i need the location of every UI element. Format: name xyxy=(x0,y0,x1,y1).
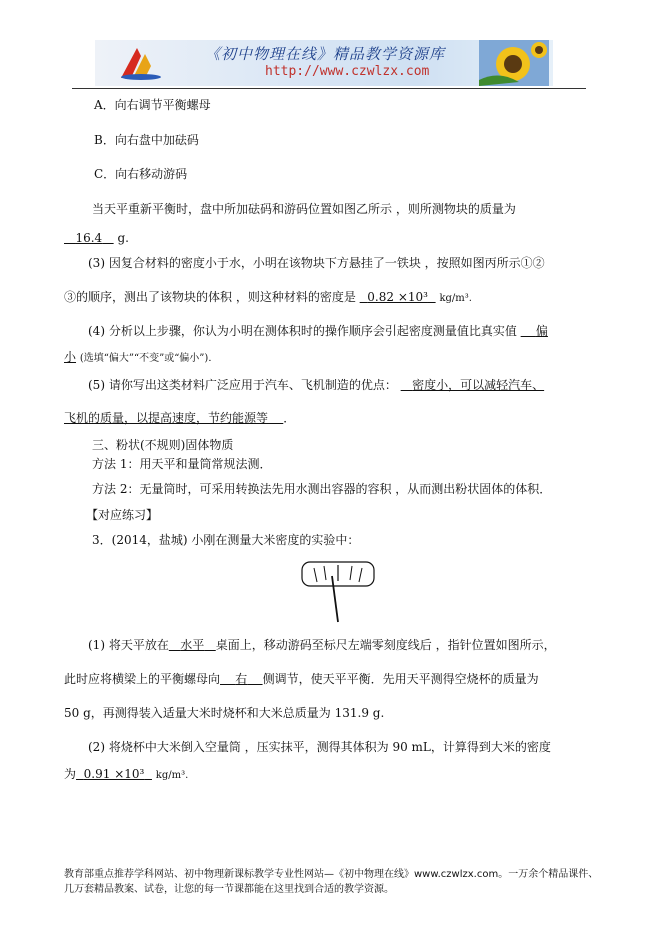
answer-advantage-part1: 密度小，可以减轻汽车、 xyxy=(412,378,545,392)
banner-title: 《初中物理在线》精品教学资源库 xyxy=(205,45,446,63)
section-3-heading: 三、粉状(不规则)固体物质 xyxy=(92,438,234,452)
answer-total-mass: 131.9 xyxy=(334,706,369,720)
banner-url[interactable]: http://www.czwlzx.com xyxy=(265,64,430,79)
answer-direction: 右 xyxy=(235,672,248,686)
question-3-part1-line3: 50 g，再测得装入适量大米时烧杯和大米总质量为 131.9 g. xyxy=(64,706,385,720)
answer-rice-density: 0.91 ×10³ xyxy=(83,767,145,781)
option-a: A．向右调节平衡螺母 xyxy=(94,98,211,112)
balance-pointer-diagram xyxy=(300,558,378,624)
header-banner xyxy=(95,40,553,86)
sunflower-icon xyxy=(479,40,549,86)
answer-bias-part1: 偏 xyxy=(535,324,548,338)
answer-advantage-part2: 飞机的质量，以提高速度，节约能源等 xyxy=(64,411,269,425)
unit-g: g. xyxy=(117,231,129,245)
question-3-part2-line2: 为 0.91 ×10³ kg/m³. xyxy=(64,767,189,781)
answer-surface: 水平 xyxy=(180,638,205,652)
question-3-part2-line1: (2) 将烧杯中大米倒入空量筒 ，压实抹平，测得其体积为 90 mL，计算得到大米的密度 xyxy=(88,740,551,754)
footer-line-2: 几万套精品教案、试卷，让您的每一节课都能在这里找到合适的教学资源。 xyxy=(64,884,394,895)
paragraph-4-line1: (4) 分析以上步骤，你认为小明在测体积时的操作顺序会引起密度测量值比真实值 偏 xyxy=(88,324,548,338)
paragraph-3-line2: ③的顺序，测出了该物块的体积 ，则这种材料的密度是 0.82 ×10³ kg/m³. xyxy=(64,290,472,304)
answer-density: 0.82 ×10³ xyxy=(367,290,428,304)
header-rule xyxy=(72,88,586,89)
question-3: 3．(2014，盐城) 小刚在测量大米密度的实验中： xyxy=(92,533,360,547)
paragraph-mass: 当天平重新平衡时，盘中所加砝码和游码位置如图乙所示 ，则所测物块的质量为 xyxy=(92,202,516,216)
method-2: 方法 2：无量筒时，可采用转换法先用水测出容器的容积 ，从而测出粉状固体的体积． xyxy=(92,482,552,496)
paragraph-4-line2: 小 (选填“偏大”“不变”或“偏小”)． xyxy=(64,350,219,364)
site-logo-icon xyxy=(117,44,163,82)
question-3-part1-line1: (1) 将天平放在 水平 桌面上，移动游码至标尺左端零刻度线后 ，指针位置如图所示， xyxy=(88,638,556,652)
answer-line-mass xyxy=(64,230,129,246)
method-1: 方法 1：用天平和量筒常规法测． xyxy=(92,457,272,471)
paragraph-5-line2: 飞机的质量，以提高速度，节约能源等 ． xyxy=(64,411,296,425)
option-c: C．向右移动游码 xyxy=(94,167,188,181)
question-3-part1-line2: 此时应将横梁上的平衡螺母向 右 侧调节，使天平平衡．先用天平测得空烧杯的质量为 xyxy=(64,672,539,686)
option-b: B．向右盘中加砝码 xyxy=(94,133,199,147)
footer-line-1: 教育部重点推荐学科网站、初中物理新课标教学专业性网站—《初中物理在线》www.czwlzx.com。一万余个精品课件、 xyxy=(64,869,599,880)
paragraph-3-line1: (3) 因复合材料的密度小于水，小明在该物块下方悬挂了一铁块 ，按照如图丙所示①② xyxy=(88,256,545,270)
practice-heading: 【对应练习】 xyxy=(86,508,159,522)
answer-mass: 16.4 xyxy=(75,231,103,245)
paragraph-5-line1: (5) 请你写出这类材料广泛应用于汽车、飞机制造的优点： 密度小，可以减轻汽车、 xyxy=(88,378,545,392)
answer-bias-part2: 小 xyxy=(64,350,77,364)
